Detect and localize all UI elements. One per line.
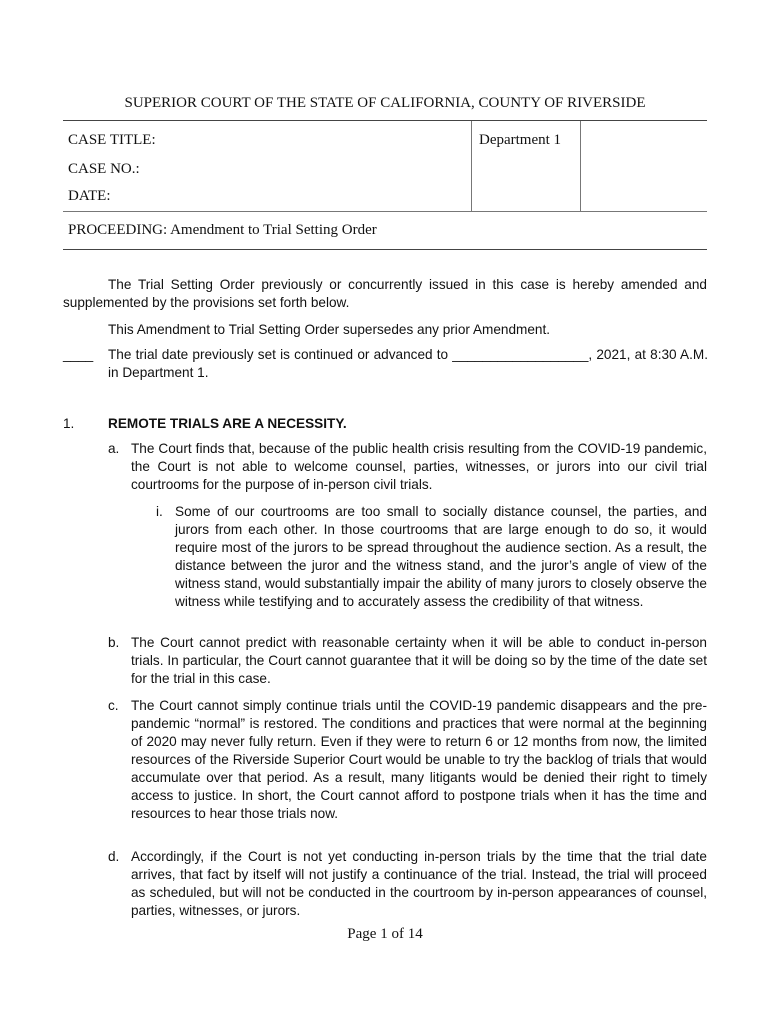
section-heading: REMOTE TRIALS ARE A NECESSITY. [108, 416, 347, 431]
list-item-text: Accordingly, if the Court is not yet conducting in-person trials by the time that the trial date arrives, that fact by itself will not justify a continuance of the trial. Instead, the trial will proceed as scheduled, but will not be conducted in the courtroom by in-person appearances of counsel, parties, witnesses, or jurors. [131, 849, 707, 918]
section-number: 1. [63, 416, 75, 431]
department-label: Department 1 [479, 132, 562, 148]
list-item-text: The Court cannot simply continue trials until the COVID-19 pandemic disappears and the pre-pandemic “normal” is restored. The conditions and practices that were normal at the beginning of 2020 may never fully return. Even if they were to return 6 or 12 months from now, the limited resources of the Riverside Superior Court would be unable to try the backlog of trials that would accumulate over that period. As a result, many litigants would be denied their right to timely access to justice. In short, the Court cannot afford to postpone trials when it has the time and resources to hear those trials now. [131, 698, 707, 821]
page-number: Page 1 of 14 [347, 926, 423, 942]
supersede-paragraph: This Amendment to Trial Setting Order supersedes any prior Amendment. [108, 322, 551, 337]
header-divider-vertical [580, 121, 581, 211]
header-divider-vertical [471, 121, 472, 211]
case-number-label: CASE NO.: [68, 161, 140, 177]
case-header-box [63, 120, 707, 250]
list-item-marker: c. [108, 698, 119, 713]
date-label: DATE: [68, 188, 111, 204]
court-title: SUPERIOR COURT OF THE STATE OF CALIFORNIA, COUNTY OF RIVERSIDE [124, 95, 646, 111]
list-item-marker: i. [156, 504, 163, 519]
list-item-text: The Court finds that, because of the public health crisis resulting from the COVID-19 pandemic, the Court is not able to welcome counsel, parties, witnesses, or jurors into our civil trial courtrooms for the purpose of in-person civil trials. [131, 441, 707, 492]
proceeding-label: PROCEEDING: Amendment to Trial Setting Order [68, 222, 377, 238]
list-item-text: Some of our courtrooms are too small to socially distance counsel, the parties, and jurors from each other. In those courtrooms that are large enough to do so, it would require most of the jurors to be spread throughout the audience section. As a result, the distance between the juror and the witness stand, and the juror’s angle of view of the witness stand, would substantially impair the ability of many jurors to closely observe the witness while testifying and to accurately assess the credibility of that witness. [175, 504, 707, 609]
trial-checkbox-blank: ____ [63, 347, 94, 362]
trial-date-paragraph: The trial date previously set is continued or advanced to __________________, 2021, at 8:30 A.M. in Department 1. [108, 347, 708, 380]
intro-paragraph: The Trial Setting Order previously or concurrently issued in this case is hereby amended and supplemented by the provisions set forth below. [63, 277, 707, 310]
list-item-marker: a. [108, 441, 120, 456]
header-divider-horizontal [63, 211, 707, 212]
case-title-label: CASE TITLE: [68, 132, 156, 148]
list-item-marker: b. [108, 635, 120, 650]
list-item-marker: d. [108, 849, 120, 864]
list-item-text: The Court cannot predict with reasonable certainty when it will be able to conduct in-person trials. In particular, the Court cannot guarantee that it will be doing so by the time of the date set for the trial in this case. [131, 635, 707, 686]
